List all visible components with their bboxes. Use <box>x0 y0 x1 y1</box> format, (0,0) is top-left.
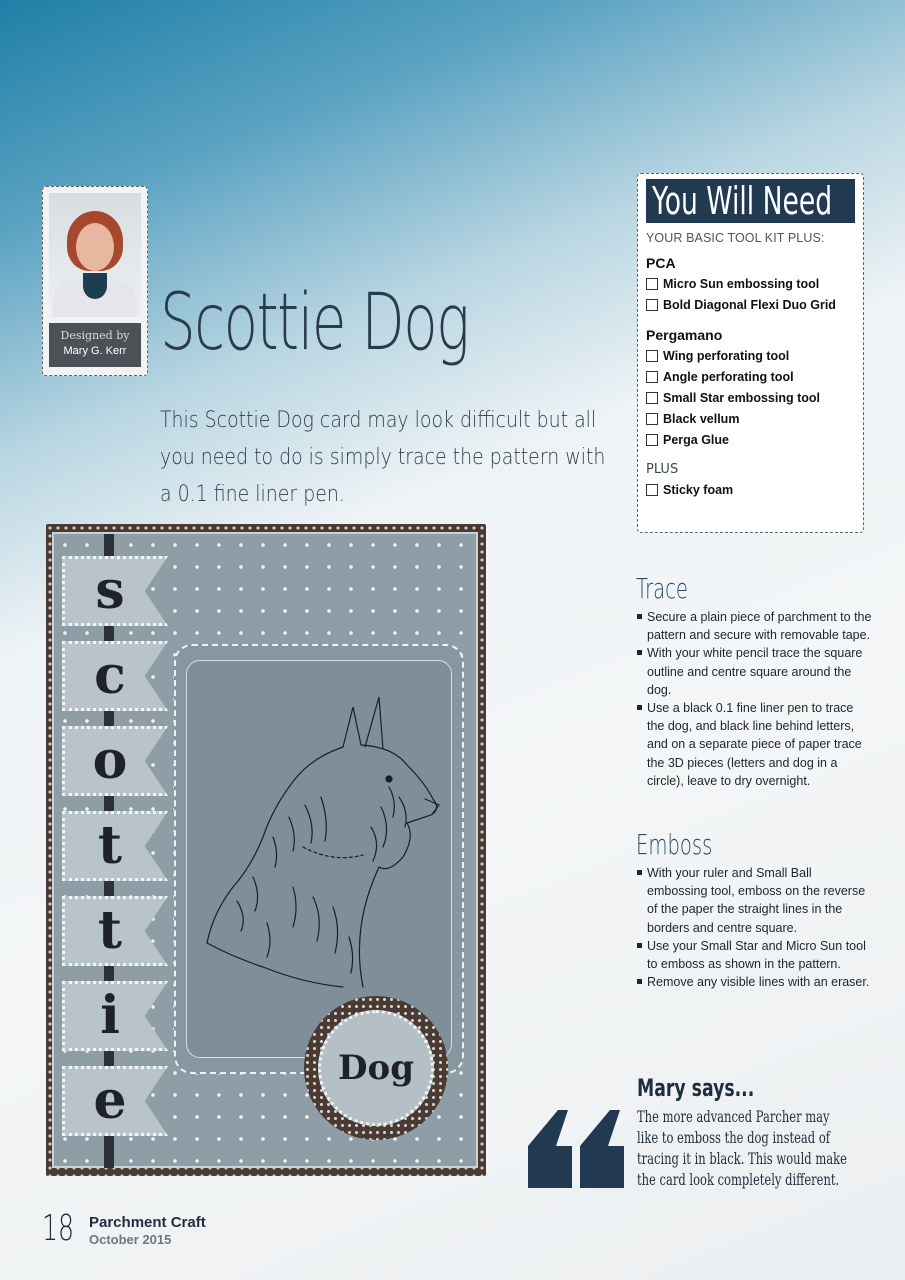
list-item: Remove any visible lines with an eraser. <box>636 973 872 991</box>
checkbox[interactable] <box>646 278 658 290</box>
card-letter: t <box>97 900 123 961</box>
card-letter: c <box>94 645 126 706</box>
trace-steps <box>636 608 872 790</box>
designer-label-line1: Designed by <box>60 329 130 342</box>
checkbox[interactable] <box>646 392 658 404</box>
need-item[interactable]: Small Star embossing tool <box>646 390 855 406</box>
designer-name: Mary G. Kerr <box>63 345 127 357</box>
plus-label: PLUS <box>646 462 679 477</box>
page-number: 18 <box>42 1208 75 1249</box>
trace-heading: Trace <box>636 572 688 605</box>
list-item: With your ruler and Small Ball embossing tool, emboss on the reverse of the paper the straight lines in the borders and centre square. <box>636 864 872 937</box>
checkbox[interactable] <box>646 484 658 496</box>
you-will-need-heading: You Will Need <box>646 179 855 223</box>
card-photo <box>44 524 490 1180</box>
emboss-heading: Emboss <box>636 828 713 861</box>
list-item: Secure a plain piece of parchment to the pattern and secure with removable tape. <box>636 608 872 644</box>
designer-label <box>49 323 141 367</box>
you-will-need-box <box>637 173 864 533</box>
intro-text: This Scottie Dog card may look difficult but all you need to do is simply trace the pattern with a 0.1 fine liner pen. <box>160 408 606 507</box>
card-letter: s <box>95 560 125 621</box>
emboss-steps <box>636 864 872 991</box>
checkbox[interactable] <box>646 371 658 383</box>
centre-square <box>186 660 452 1058</box>
scottie-dog-illustration <box>193 687 449 1017</box>
list-item: With your white pencil trace the square outline and centre square around the dog. <box>636 644 872 699</box>
centre-square-frame <box>174 644 464 1074</box>
dog-badge-text: Dog <box>318 1010 434 1126</box>
list-item: Use your Small Star and Micro Sun tool to emboss as shown in the pattern. <box>636 937 872 973</box>
quote-heading: Mary says... <box>637 1074 755 1102</box>
need-item[interactable]: Perga Glue <box>646 432 855 448</box>
checkbox[interactable] <box>646 434 658 446</box>
you-will-need-subheading: YOUR BASIC TOOL KIT PLUS: <box>646 231 825 245</box>
checkbox[interactable] <box>646 413 658 425</box>
card-front <box>52 532 478 1168</box>
quote-text: The more advanced Parcher may like to emboss the dog instead of tracing it in black. This would make the card look completely different. <box>637 1107 847 1189</box>
quote-icon <box>528 1110 628 1188</box>
list-item: Use a black 0.1 fine liner pen to trace the dog, and black line behind letters, and on a separate piece of paper trace the 3D pieces (letters and dog in a circle), leave to dry overnight. <box>636 699 872 790</box>
dog-circle-badge <box>304 996 448 1140</box>
need-item[interactable]: Wing perforating tool <box>646 348 855 364</box>
card-letter: o <box>92 730 128 791</box>
card-letter: e <box>93 1070 127 1131</box>
need-item[interactable]: Angle perforating tool <box>646 369 855 385</box>
checkbox[interactable] <box>646 299 658 311</box>
group-name-pergamano: Pergamano <box>646 327 723 343</box>
checkbox[interactable] <box>646 350 658 362</box>
group-name-pca: PCA <box>646 255 676 271</box>
issue-date: October 2015 <box>89 1232 172 1247</box>
designer-badge <box>42 186 148 376</box>
need-item[interactable]: Black vellum <box>646 411 855 427</box>
card-letter: t <box>97 815 123 876</box>
card-letter: i <box>100 985 120 1046</box>
publication-name: Parchment Craft <box>89 1214 206 1231</box>
page-title: Scottie Dog <box>160 278 469 368</box>
need-item[interactable]: Sticky foam <box>646 482 855 498</box>
need-item[interactable]: Micro Sun embossing tool <box>646 276 855 292</box>
designer-photo <box>49 193 141 317</box>
need-item[interactable]: Bold Diagonal Flexi Duo Grid <box>646 297 855 313</box>
